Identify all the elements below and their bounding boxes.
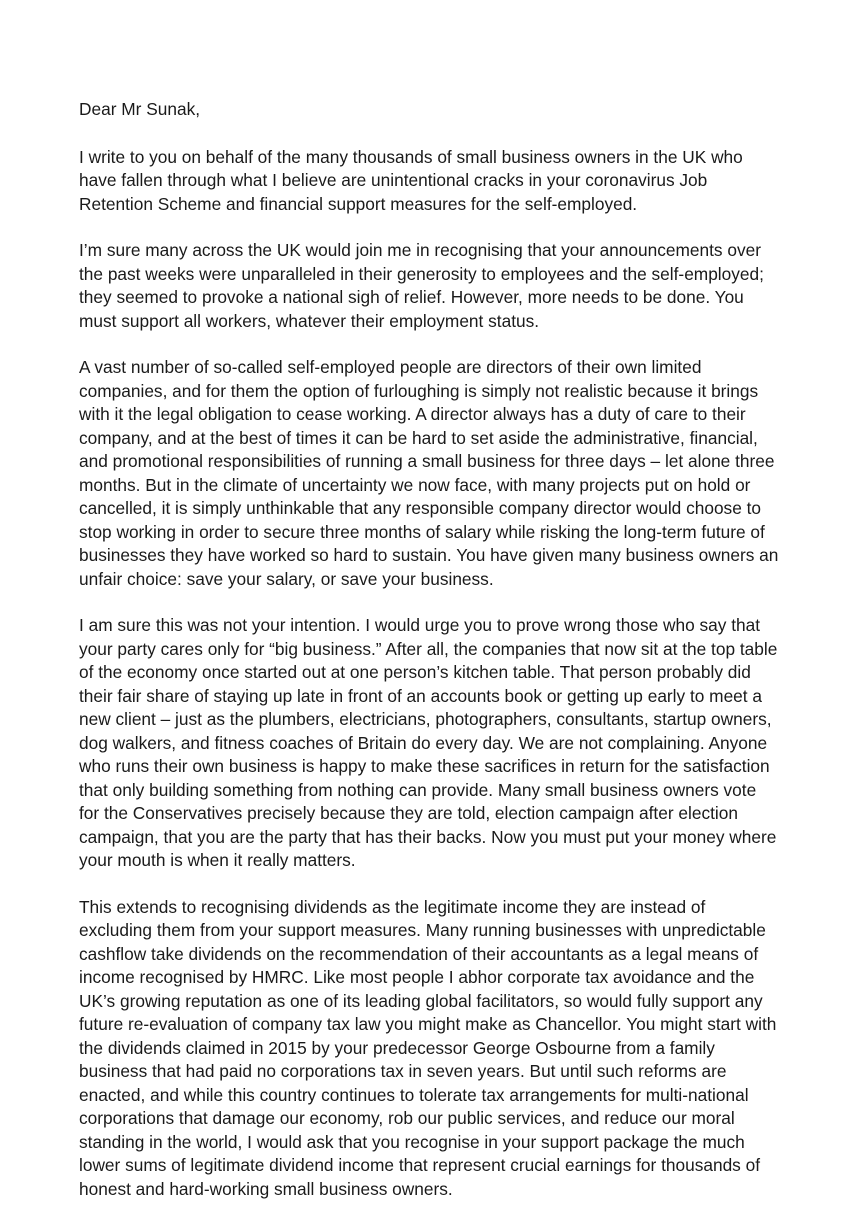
paragraph-intro: I write to you on behalf of the many thousands of small business owners in the UK who have fallen through what I believe are unintentional cracks in your coronavirus Job Retention Scheme and financial support measures for the self-employed.	[79, 146, 743, 214]
letter-body	[79, 98, 779, 1224]
paragraph-directors: A vast number of so-called self-employed people are directors of their own limited companies, and for them the option of furloughing is simply not realistic because it brings with it the legal obligation to cease working. A director always has a duty of care to their company, and at the best of times it can be hard to set aside the administrative, financial, and promotional responsibilities of running a small business for three days – let alone three months. But in the climate of uncertainty we now face, with many projects put on hold or cancelled, it is simply unthinkable that any responsible company director would choose to stop working in order to secure three months of salary while risking the long-term future of businesses they have worked so hard to sustain. You have given many business owners an unfair choice: save your salary, or save your business.	[79, 357, 779, 589]
paragraph-recognition: I’m sure many across the UK would join me in recognising that your announcements over the past weeks were unparalleled in their generosity to employees and the self-employed; they seemed to provoke a national sigh of relief. However, more needs to be done. You must support all workers, whatever their employment status.	[79, 240, 764, 331]
paragraph-intention: I am sure this was not your intention. I would urge you to prove wrong those who say that your party cares only for “big business.” After all, the companies that now sit at the top table of the economy once started out at one person’s kitchen table. That person probably did their fair share of staying up late in front of an accounts book or getting up early to meet a new client – just as the plumbers, electricians, photographers, consultants, startup owners, dog walkers, and fitness coaches of Britain do every day. We are not complaining. Anyone who runs their own business is happy to make these sacrifices in return for the satisfaction that only building something from nothing can provide. Many small business owners vote for the Conservatives precisely because they are told, election campaign after election campaign, that you are the party that has their backs. Now you must put your money where your mouth is when it really matters.	[79, 615, 778, 870]
paragraph-dividends: This extends to recognising dividends as the legitimate income they are instead of excluding them from your support measures. Many running businesses with unpredictable cashflow take dividends on the recommendation of their accountants as a legal means of income recognised by HMRC. Like most people I abhor corporate tax avoidance and the UK’s growing reputation as one of its leading global facilitators, so would fully support any future re-evaluation of company tax law you might make as Chancellor. You might start with the dividends claimed in 2015 by your predecessor George Osbourne from a family business that had paid no corporations tax in seven years. But until such reforms are enacted, and while this country continues to tolerate tax arrangements for multi-national corporations that damage our economy, rob our public services, and reduce our moral standing in the world, I would ask that you recognise in your support package the much lower sums of legitimate dividend income that represent crucial earnings for thousands of honest and hard-working small business owners.	[79, 896, 777, 1199]
salutation: Dear Mr Sunak,	[79, 99, 201, 119]
